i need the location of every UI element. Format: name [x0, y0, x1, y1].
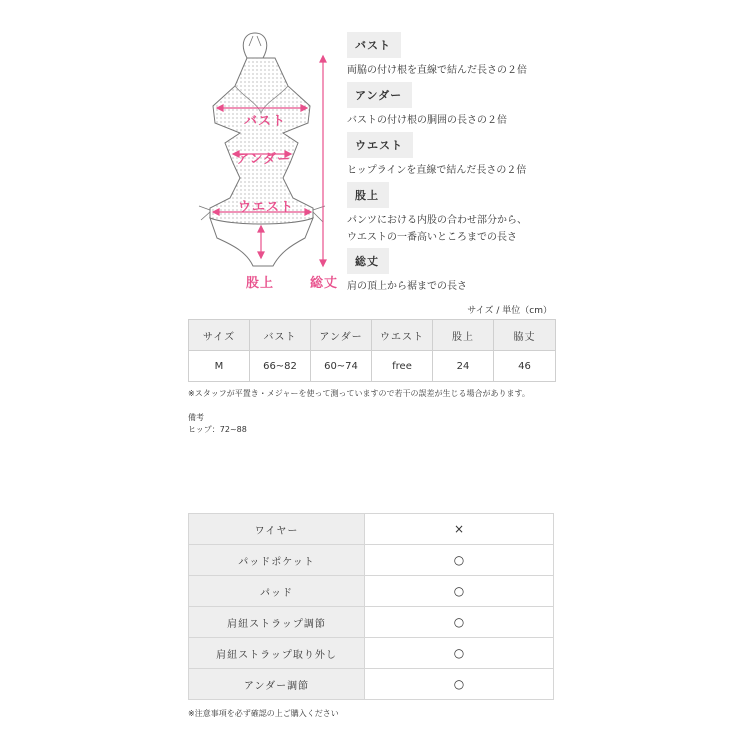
remarks-title: 備考 [188, 413, 204, 422]
bottom-note: ※注意事項を必ず確認の上ご購入ください [188, 709, 339, 718]
desc-tag: バスト [347, 32, 401, 58]
feature-value: ○ [365, 545, 554, 576]
feature-label: パッドポケット [189, 545, 365, 576]
desc-length [347, 248, 467, 295]
feature-label: パッド [189, 576, 365, 607]
desc-tag: アンダー [347, 82, 412, 108]
size-table-header-row [189, 320, 556, 351]
feature-label: アンダー調節 [189, 669, 365, 700]
desc-text: ヒップラインを直線で結んだ長さの２倍 [347, 165, 527, 176]
feature-value: × [365, 514, 554, 545]
size-header-cell: 脇丈 [494, 320, 556, 351]
diagram-label-bust: バスト [244, 114, 287, 129]
table-row [189, 576, 554, 607]
table-row [189, 669, 554, 700]
size-header-cell: アンダー [311, 320, 372, 351]
size-cell: M [189, 351, 250, 382]
size-header-cell: ウエスト [372, 320, 433, 351]
desc-text: 両脇の付け根を直線で結んだ長さの２倍 [347, 65, 527, 76]
desc-tag: 総丈 [347, 248, 389, 274]
table-row [189, 351, 556, 382]
remarks-text: ヒップ：72~88 [188, 425, 247, 434]
diagram-label-waist: ウエスト [238, 200, 295, 215]
size-header-cell: サイズ [189, 320, 250, 351]
size-cell: 24 [433, 351, 494, 382]
desc-text-line2: ウエストの一番高いところまでの長さ [347, 232, 517, 243]
unit-note: サイズ / 単位（cm） [467, 306, 552, 316]
feature-value: ○ [365, 638, 554, 669]
size-header-cell: 股上 [433, 320, 494, 351]
size-cell: free [372, 351, 433, 382]
table-row [189, 545, 554, 576]
feature-value: ○ [365, 576, 554, 607]
desc-tag: 股上 [347, 182, 389, 208]
desc-under [347, 82, 507, 129]
table-row [189, 514, 554, 545]
feature-table [188, 513, 554, 700]
size-cell: 46 [494, 351, 556, 382]
feature-label: ワイヤー [189, 514, 365, 545]
diagram-label-rise: 股上 [246, 276, 275, 291]
staff-note: ※スタッフが平置き・メジャーを使って測っていますので若干の誤差が生じる場合があります。 [188, 389, 530, 398]
diagram-label-under: アンダー [236, 152, 291, 167]
table-row [189, 607, 554, 638]
feature-value: ○ [365, 607, 554, 638]
feature-label: 肩紐ストラップ調節 [189, 607, 365, 638]
desc-waist [347, 132, 526, 179]
desc-rise [347, 182, 527, 246]
size-cell: 66~82 [250, 351, 311, 382]
desc-tag: ウエスト [347, 132, 413, 158]
desc-text: バストの付け根の胴囲の長さの２倍 [347, 115, 507, 126]
table-row [189, 638, 554, 669]
diagram-label-length: 総丈 [310, 276, 339, 291]
desc-text-line1: パンツにおける内股の合わせ部分から、 [347, 215, 527, 226]
size-cell: 60~74 [311, 351, 372, 382]
feature-label: 肩紐ストラップ取り外し [189, 638, 365, 669]
desc-bust [347, 32, 527, 79]
feature-value: ○ [365, 669, 554, 700]
size-header-cell: バスト [250, 320, 311, 351]
size-table [188, 319, 556, 382]
desc-text: 肩の頂上から裾までの長さ [347, 281, 467, 292]
